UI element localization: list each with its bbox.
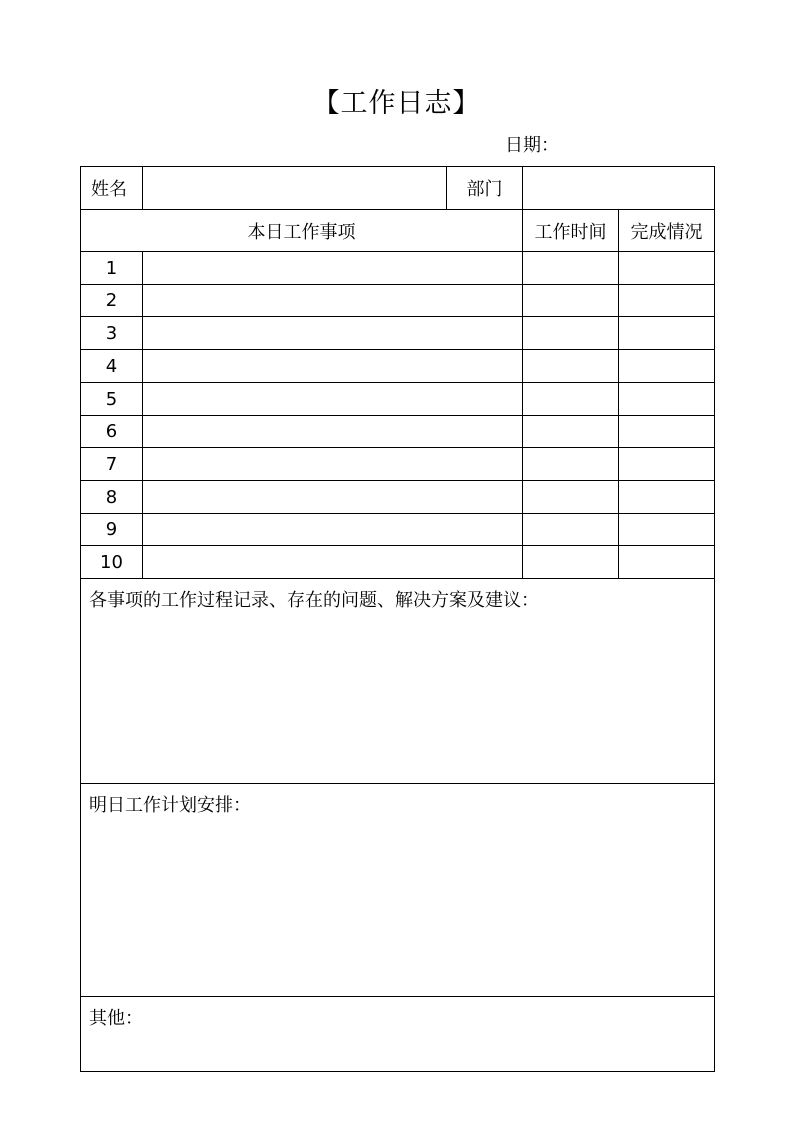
- row-number: 4: [105, 355, 118, 377]
- work-time-field[interactable]: [523, 481, 618, 513]
- task-field[interactable]: [143, 383, 522, 415]
- row-number: 2: [105, 290, 118, 311]
- row-number: 10: [100, 551, 123, 573]
- process-record-label: 各事项的工作过程记录、存在的问题、解决方案及建议：: [89, 590, 539, 611]
- table-border-right: [714, 166, 715, 1072]
- work-time-field[interactable]: [523, 285, 618, 316]
- row-number: 8: [105, 486, 118, 508]
- status-field[interactable]: [619, 383, 714, 415]
- other-label: 其他：: [89, 1008, 143, 1029]
- department-field[interactable]: [523, 167, 714, 209]
- task-field[interactable]: [143, 285, 522, 316]
- status-field[interactable]: [619, 416, 714, 447]
- status-field[interactable]: [619, 285, 714, 316]
- status-field[interactable]: [619, 350, 714, 382]
- name-field[interactable]: [143, 167, 446, 209]
- status-field[interactable]: [619, 252, 714, 284]
- tomorrow-plan-label: 明日工作计划安排：: [89, 795, 251, 816]
- row-number: 7: [105, 453, 118, 475]
- task-field[interactable]: [143, 481, 522, 513]
- department-label: 部门: [466, 179, 503, 200]
- column-header-work-time: 工作时间: [534, 221, 607, 243]
- status-field[interactable]: [619, 514, 714, 545]
- work-time-field[interactable]: [523, 252, 618, 284]
- row-number: 5: [105, 388, 118, 410]
- name-label: 姓名: [91, 179, 127, 200]
- task-field[interactable]: [143, 546, 522, 578]
- work-time-field[interactable]: [523, 514, 618, 545]
- work-time-field[interactable]: [523, 350, 618, 382]
- row-number: 3: [105, 322, 118, 344]
- work-time-field[interactable]: [523, 416, 618, 447]
- task-field[interactable]: [143, 416, 522, 447]
- task-field[interactable]: [143, 350, 522, 382]
- work-time-field[interactable]: [523, 546, 618, 578]
- process-record-section[interactable]: [81, 579, 714, 783]
- work-time-field[interactable]: [523, 383, 618, 415]
- row-number: 9: [105, 519, 118, 540]
- table-border-bottom: [80, 1071, 715, 1072]
- column-header-status: 完成情况: [630, 221, 703, 243]
- row-number: 1: [105, 257, 118, 279]
- task-field[interactable]: [143, 317, 522, 349]
- work-time-field[interactable]: [523, 317, 618, 349]
- document-title: 【工作日志】: [312, 88, 481, 119]
- status-field[interactable]: [619, 546, 714, 578]
- date-label: 日期：: [505, 135, 559, 156]
- status-field[interactable]: [619, 317, 714, 349]
- task-field[interactable]: [143, 448, 522, 480]
- status-field[interactable]: [619, 481, 714, 513]
- task-field[interactable]: [143, 252, 522, 284]
- work-time-field[interactable]: [523, 448, 618, 480]
- row-number: 6: [105, 421, 118, 442]
- status-field[interactable]: [619, 448, 714, 480]
- task-field[interactable]: [143, 514, 522, 545]
- column-header-tasks: 本日工作事项: [247, 221, 356, 243]
- tomorrow-plan-section[interactable]: [81, 784, 714, 996]
- other-section[interactable]: [81, 997, 714, 1071]
